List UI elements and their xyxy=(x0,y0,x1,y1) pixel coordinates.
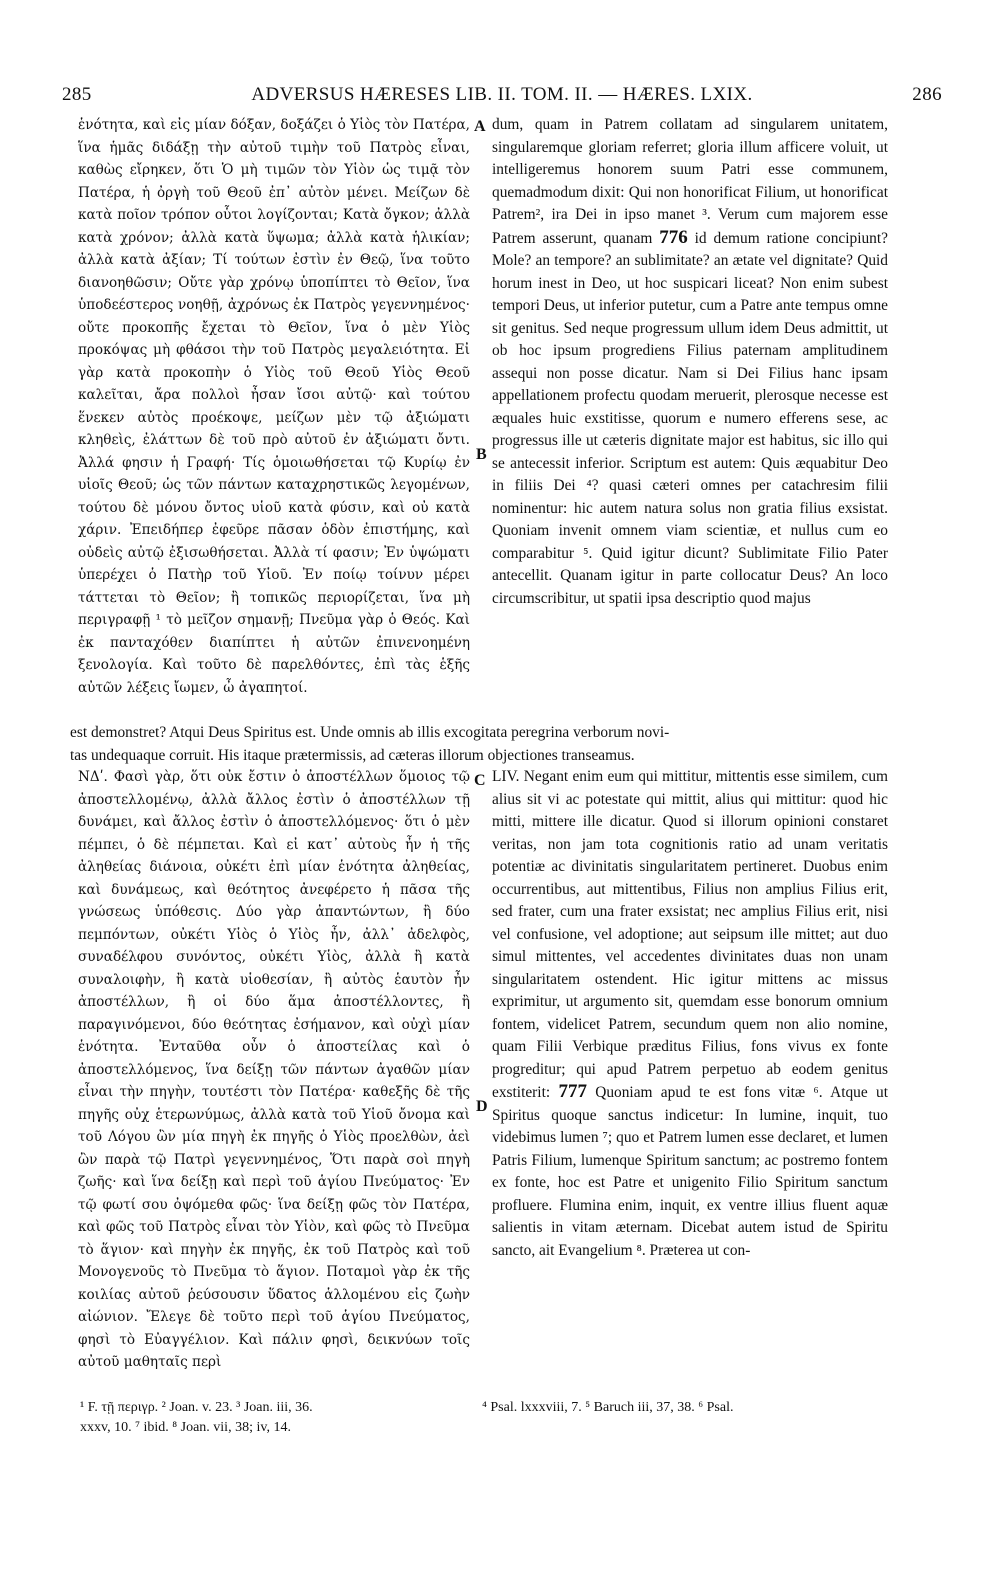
greek-column-bottom xyxy=(78,766,470,1374)
greek-text-top: ἑνότητα, καὶ εἰς μίαν δόξαν, δοξάζει ὁ Υἱὸς τὸν Πατέρα, ἵνα ἡμᾶς διδάξῃ τὴν αὐτοῦ τιμὴν τοῦ Πατρὸς εἶναι, καθὼς εἴρηκεν, ὅτι Ὁ μὴ τιμῶν τὸν Υἱὸν ὡς τιμᾷ τὸν Πατέρα, ἡ ὀργὴ τοῦ Θεοῦ ἐπ᾽ αὐτὸν μένει. Μείζων δὲ κατὰ ποῖον τρόπον οὗτοι λογίζονται; Κατὰ ὄγκον; ἀλλὰ κατὰ χρόνον; ἀλλὰ κατὰ ὕψωμα; ἀλλὰ κατὰ ἡλικίαν; ἀλλὰ κατὰ ἀξίαν; Τί τούτων ἐστὶν ἐν Θεῷ, ἵνα τοῦτο διανοηθῶσιν; Οὔτε γὰρ χρόνῳ ὑποπίπτει τὸ Θεῖον, ἵνα ὑποδεέστερος νοηθῇ, ἀχρόνως ἐκ Πατρὸς γεγεννημένος· οὔτε προκοπῆς ἔχεται τὸ Θεῖον, ἵνα ὁ μὲν Υἱὸς προκόψας μὴ φθάσοι τὴν τοῦ Πατρὸς μεγαλειότητα. Εἰ γὰρ κατὰ προκοπὴν ὁ Υἱὸς τοῦ Θεοῦ Υἱὸς Θεοῦ καλεῖται, ἄρα πολλοὶ ἦσαν ἴσοι αὐτῷ· καὶ τούτου ἕνεκεν αὐτὸς προέκοψε, μείζων μὲν τῷ ἀξιώματι κληθεὶς, ἐλάττων δὲ τοῦ πρὸ αὐτοῦ ἐν ἀξιώματι ὄντι. Ἀλλά φησιν ἡ Γραφή· Τίς ὁμοιωθήσεται τῷ Κυρίῳ ἐν υἱοῖς Θεοῦ; ὡς τῶν πάντων καταχρηστικῶς λεγομένων, τούτου δὲ μόνου ὄντος υἱοῦ κατὰ φύσιν, καὶ οὐ κατὰ χάριν. Ἐπειδήπερ ἐφεῦρε πᾶσαν ὁδὸν ἐπιστήμης, καὶ οὐδεὶς αὐτῷ ἐξισωθήσεται. Ἀλλὰ τί φασιν; Ἐν ὑψώματι ὑπερέχει ὁ Πατὴρ τοῦ Υἱοῦ. Ἐν ποίῳ τοίνυν μέρει τάττεται τὸ Θεῖον; ἢ τοπικῶς περιορίζεται, ἵνα μὴ περιγραφῇ ¹ τὸ μεῖζον σημανῇ; Πνεῦμα γὰρ ὁ Θεός. Καὶ ἐκ πανταχόθεν διαπίπτει ἡ αὐτῶν ἐπινενοημένη ξενολογία. Καὶ τοῦτο δὲ παρελθόντες, ἐπὶ τὰς ἑξῆς αὐτῶν λέξεις ἴωμεν, ὦ ἀγαπητοί. xyxy=(78,117,470,696)
latin-fullwidth-lines xyxy=(70,722,900,767)
latin-text-bottom xyxy=(492,766,888,1262)
footnote-left-line-1: ¹ F. τῇ περιγρ. ² Joan. v. 23. ³ Joan. iii, 36. xyxy=(80,1400,313,1415)
column-number-776: 776 xyxy=(659,226,688,248)
footnotes-right xyxy=(482,1398,892,1418)
latin-text-top-b: id demum ratione concipiunt? Mole? an tempore? an sublimitate? an ætate vel dignitate? Quid horum inest in Deo, ut hoc suspicari liceat? Non enim subest tempori Deus, ut inferior putetur, cum a Patre ante tempus omne sit genitus. Sed neque progressum ullum idem Deus admittit, ut ob hoc ipsum progrediens Filius paternam amplitudinem assequi non posse dicatur. Nam si Dei Filius hanc ipsam appellationem profectu quodam meruerit, plerosque necesse est æquales huic exstitisse, quorum e numero efferens sese, ac progressus ille ut cæteris dignitate major est habitus, sic illo qui se antecessit inferior. Scriptum est autem: Quis æquabitur Deo in filiis Dei ⁴? quasi cæteri omnes per catachresim filii nominentur: hic autem natura solus non gratia filius exsistat. Quoniam invenit omnem viam scientiæ, et nullus cum eo comparabitur ⁵. Quid igitur dicunt? Sublimitate Filio Pater antecellit. Quanam igitur in parte collocatur Deus? An loco circumscribitur, ut spatii ipsa descriptio quod majus xyxy=(492,229,889,607)
latin-fullwidth-line-1: est demonstret? Atqui Deus Spiritus est. Unde omnis ab illis excogitata peregrina verborum novi- xyxy=(70,724,670,741)
greek-column-top xyxy=(78,114,470,699)
running-header xyxy=(62,84,942,112)
footnotes-left xyxy=(80,1398,490,1438)
latin-text-top xyxy=(492,114,888,610)
running-head-title: ADVERSUS HÆRESES LIB. II. TOM. II. — HÆRES. LXIX. xyxy=(251,84,753,105)
footnote-right-line-1: ⁴ Psal. lxxxviii, 7. ⁵ Baruch iii, 37, 38. ⁶ Psal. xyxy=(482,1400,734,1415)
margin-marker-a: A xyxy=(474,118,486,135)
latin-column-top xyxy=(492,114,888,610)
page-number-left: 285 xyxy=(62,84,92,105)
margin-marker-c: C xyxy=(474,772,486,789)
footnote-left-line-2: xxxv, 10. ⁷ ibid. ⁸ Joan. vii, 38; iv, 14. xyxy=(80,1420,291,1435)
greek-text-bottom: ΝΔʹ. Φασὶ γὰρ, ὅτι οὐκ ἔστιν ὁ ἀποστέλλων ὅμοιος τῷ ἀποστελλομένῳ, ἀλλὰ ἄλλος ἐστὶν ὁ ἀποστέλλων τῇ δυνάμει, καὶ ἄλλος ἐστὶν ὁ ἀποστελλόμενος· ὅτι ὁ μὲν πέμπει, ὁ δὲ πέμπεται. Καὶ εἰ κατ᾽ αὐτοὺς ἦν ἡ τῆς ἀληθείας διάνοια, οὐκέτι ἐπὶ μίαν ἑνότητα ἀληθείας, καὶ δυνάμεως, καὶ θεότητος ἀνεφέρετο ἡ πᾶσα τῆς γνώσεως ὑπόθεσις. Δύο γὰρ ἀπαντώντων, ἢ δύο πεμπόντων, οὐκέτι Υἱὸς ὁ Υἱὸς ἦν, ἀλλ᾽ ἀδελφὸς, συναδέλφου συνόντος, οὐκέτι Υἱὸς, ἀλλὰ ἢ κατὰ συναλοιφὴν, ἢ κατὰ υἱοθεσίαν, ἢ αὐτὸς ἑαυτὸν ἦν ἀποστέλλων, ἢ οἱ δύο ἅμα ἀποστέλλοντες, ἢ παραγινόμενοι, δύο θεότητας ἐσήμανον, καὶ οὐχὶ μίαν ἑνότητα. Ἐνταῦθα οὖν ὁ ἀποστείλας καὶ ὁ ἀποστελλόμενος, ἵνα δείξῃ τῶν πάντων ἀγαθῶν μίαν εἶναι τὴν πηγὴν, τουτέστι τὸν Πατέρα· καθεξῆς δὲ τῆς πηγῆς οὐχ ἑτερωνύμως, ἀλλὰ κατὰ τοῦ Υἱοῦ ὄνομα καὶ τοῦ Λόγου ὢν μία πηγὴ ἐκ πηγῆς ὁ Υἱὸς προελθὼν, ἀεὶ ὢν παρὰ τῷ Πατρὶ γεγεννημένος, Ὅτι παρὰ σοὶ πηγὴ ζωῆς· καὶ ἵνα δείξῃ καὶ περὶ τοῦ ἁγίου Πνεύματος· Ἐν τῷ φωτί σου ὀψόμεθα φῶς· ἵνα δείξῃ φῶς τὸν Πατέρα, καὶ φῶς τοῦ Πατρὸς εἶναι τὸν Υἱὸν, καὶ φῶς τὸ Πνεῦμα τὸ ἅγιον· καὶ πηγὴν ἐκ πηγῆς, ἐκ τοῦ Πατρὸς καὶ τοῦ Μονογενοῦς τὸ Πνεῦμα τὸ ἅγιον. Ποταμοὶ γὰρ ἐκ τῆς κοιλίας αὐτοῦ ῥεύσουσιν ὕδατος ἁλλομένου εἰς ζωὴν αἰώνιον. Ἔλεγε δὲ τοῦτο περὶ τοῦ ἁγίου Πνεύματος, φησὶ τὸ Εὐαγγέλιον. Καὶ πάλιν φησὶ, δεικνύων τοῖς αὐτοῦ μαθηταῖς περὶ xyxy=(78,769,470,1370)
margin-marker-d: D xyxy=(476,1098,488,1115)
latin-text-bottom-a: LIV. Negant enim eum qui mittitur, mittentis esse similem, cum alius sit vi ac potestate qui mittit, alius qui mittitur: quod hic mitti, mittere ille dicatur. Quod si illorum opinioni constaret veritas, non jam tota cognitionis ratio ad unam veritatis potentiæ ac divinitatis singularitatem pertineret. Duobus enim occurrentibus, aut mittentibus, Filius non amplius Filius erit, sed frater, cum una frater exsistat; nec amplius Filius erit, nisi vel confusione, vel adoptione; aut seipsum ille mittet; aut duo simul mittentes, vel accedentes divinitates duas non unam singularitatem ostendent. Hic igitur mittens ac missus exprimitur, ut argumento sit, quemdam esse bonorum omnium fontem, videlicet Patrem, secundum quem non alio nomine, quam Filii Verbique præditus Filius, fons vivus ex fonte progreditur; qui apud Patrem perpetuo ab eodem genitus exstiterit: xyxy=(492,768,888,1101)
latin-text-top-a: dum, quam in Patrem collatam ad singularem unitatem, singularemque gloriam referret; gloria illum afficere voluit, ut intelligeremus honorem suum Patri esse communem, quemadmodum dixit: Qui non honorificat Filium, ut honorificat Patrem², ira Dei in ipso manet ³. Verum cum majorem esse Patrem asserunt, quanam xyxy=(492,116,888,247)
page-number-right: 286 xyxy=(912,84,942,105)
latin-fullwidth-line-2: tas undequaque corruit. His itaque prætermissis, ad cæteras illorum objectiones transeamus. xyxy=(70,746,635,764)
latin-column-bottom xyxy=(492,766,888,1262)
margin-marker-b: B xyxy=(476,446,487,463)
column-number-777: 777 xyxy=(558,1081,587,1102)
latin-text-bottom-b: Quoniam apud te est fons vitæ ⁶. Atque ut Spiritus quoque sanctus indicetur: In lumine, inquit, tuo videbimus lumen ⁷; quo et Patrem lumen esse declaret, et lumen Patris Filium, lumenque Spiritum sanctum; ac postremo fontem ex fonte, hoc est Patre et unigenito Filio Spiritum sanctum profluere. Flumina enim, inquit, ex ventre illius fluent aquæ salientis in vitam æternam. Dicebat autem istud de Spiritu sancto, ait Evangelium ⁸. Præterea ut con- xyxy=(492,1084,888,1259)
